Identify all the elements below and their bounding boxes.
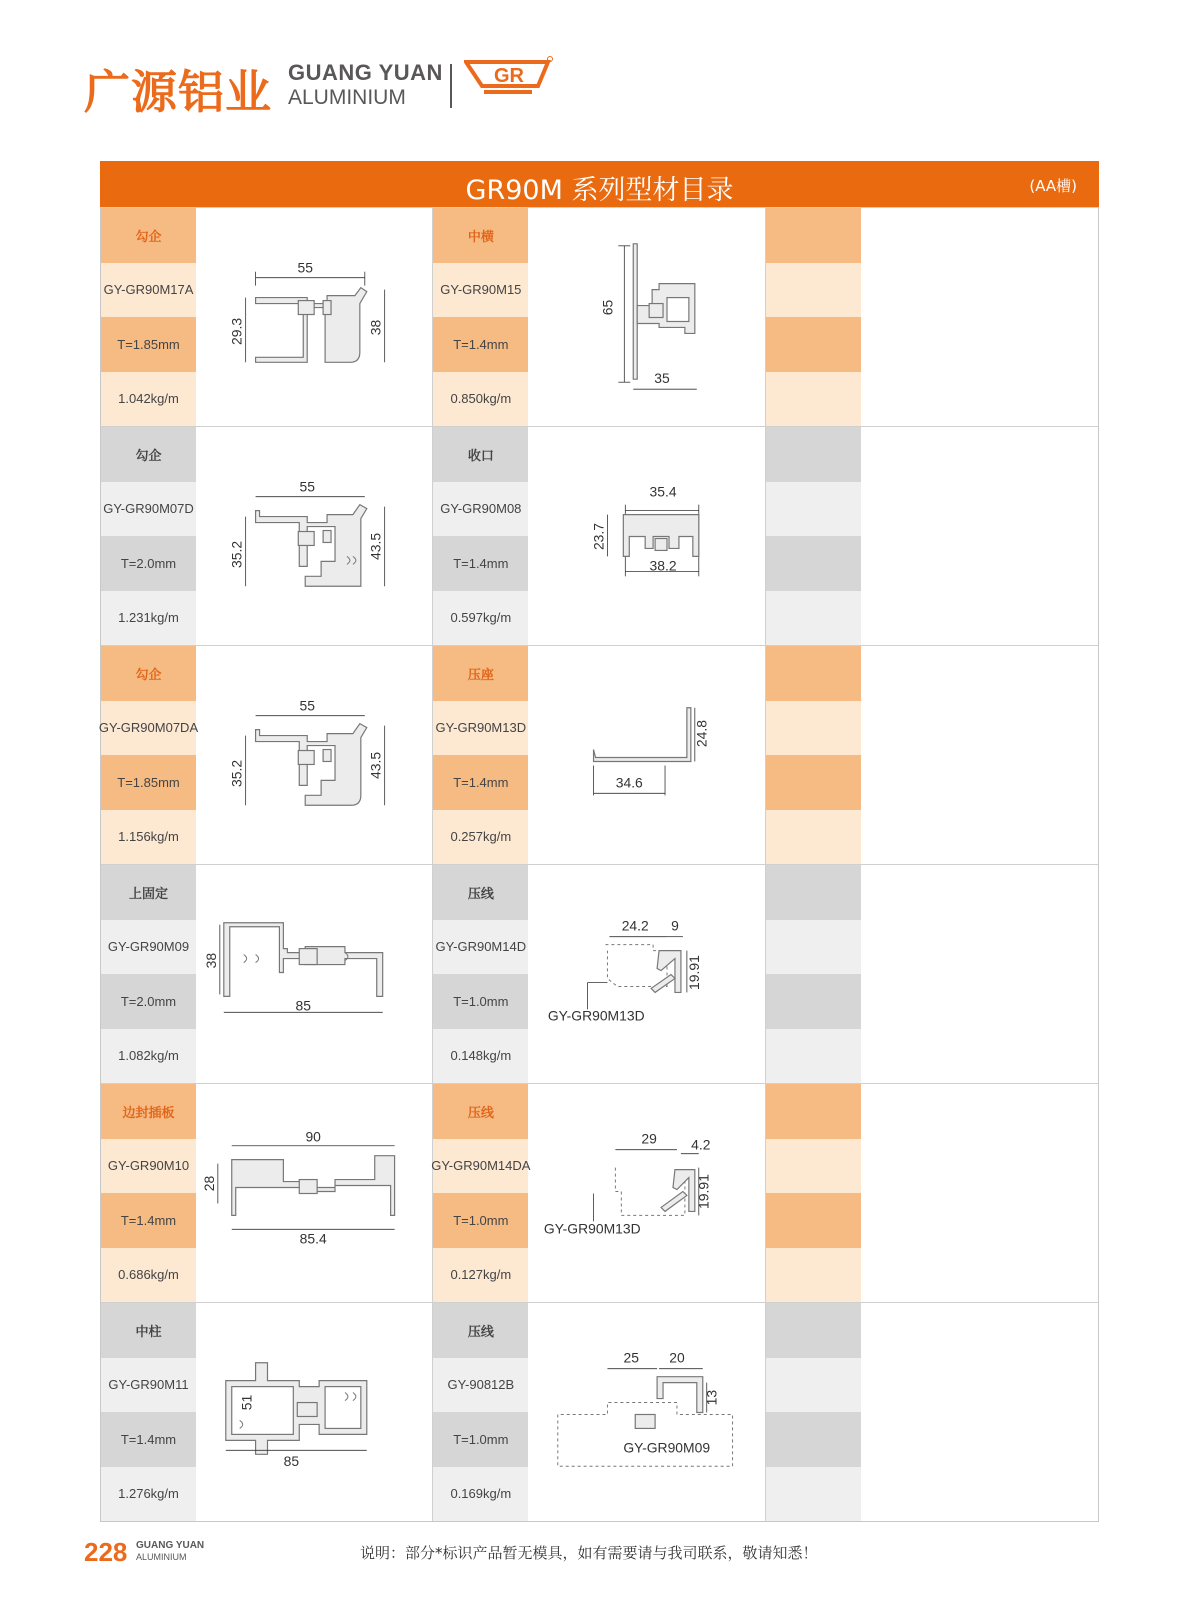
dimension-label: 35 xyxy=(654,370,671,387)
catalog-table xyxy=(100,161,1099,1522)
profile-thickness: T=2.0mm xyxy=(101,974,196,1029)
profile-drawing xyxy=(528,646,764,864)
profile-weight: 0.686kg/m xyxy=(101,1248,196,1303)
svg-text:35.2 xyxy=(229,760,245,787)
empty-drawing xyxy=(861,1303,1098,1521)
svg-text:GY-GR90M13D xyxy=(544,1220,641,1236)
svg-text:38 xyxy=(368,319,384,335)
profile-info xyxy=(433,1303,528,1521)
profile-cell xyxy=(433,1084,765,1302)
empty-drawing xyxy=(861,646,1098,864)
empty-info xyxy=(766,646,861,864)
catalog-grid xyxy=(100,207,1099,1522)
profile-info xyxy=(433,646,528,864)
profile-info xyxy=(431,1084,531,1302)
profile-code: GY-GR90M08 xyxy=(433,482,528,537)
dimension-label: 35.2 xyxy=(228,540,245,568)
empty-drawing xyxy=(861,1084,1098,1302)
svg-text:55 xyxy=(299,698,315,714)
profile-name: 勾企 xyxy=(101,646,196,701)
svg-text:24.8 xyxy=(694,720,710,747)
profile-weight: 0.169kg/m xyxy=(433,1467,528,1522)
svg-text:19.91 xyxy=(686,955,702,990)
profile-name: 中柱 xyxy=(101,1303,196,1358)
profile-name: 边封插板 xyxy=(101,1084,196,1139)
svg-text:43.5 xyxy=(368,752,384,779)
catalog-row xyxy=(101,207,1098,426)
svg-text:13 xyxy=(704,1390,720,1406)
svg-text:85.4 xyxy=(300,1230,327,1246)
profile-thickness: T=1.4mm xyxy=(101,1412,196,1467)
profile-drawing xyxy=(528,208,764,426)
profile-info xyxy=(101,1084,196,1302)
svg-text:65 xyxy=(600,300,616,316)
catalog-title-bar xyxy=(100,161,1099,207)
empty-drawing xyxy=(861,865,1098,1083)
profile-info xyxy=(101,208,196,426)
profile-cell xyxy=(101,865,433,1083)
profile-drawing xyxy=(528,427,764,645)
svg-text:28 xyxy=(201,1176,217,1192)
svg-text:24.2 xyxy=(622,918,649,934)
dimension-label: 20 xyxy=(669,1349,685,1366)
profile-weight: 1.156kg/m xyxy=(101,810,196,865)
catalog-row xyxy=(101,864,1098,1083)
dimension-label: 24.8 xyxy=(694,720,711,748)
catalog-row xyxy=(101,1083,1098,1302)
svg-text:35 xyxy=(655,370,671,386)
profile-cell xyxy=(101,1084,433,1302)
svg-text:29 xyxy=(642,1131,658,1147)
dimension-label: 51 xyxy=(238,1394,255,1411)
profile-name: 上固定 xyxy=(101,865,196,920)
profile-thickness: T=1.85mm xyxy=(101,755,196,810)
reference-code: GY-GR90M09 xyxy=(623,1439,711,1456)
catalog-title: GR90M 系列型材目录 xyxy=(465,175,734,206)
profile-drawing xyxy=(196,1303,432,1521)
profile-code: GY-GR90M13D xyxy=(433,701,528,756)
svg-text:55 xyxy=(299,479,315,495)
svg-text:55 xyxy=(298,260,314,276)
svg-text:34.6 xyxy=(616,774,643,790)
dimension-label: 85 xyxy=(295,997,311,1014)
profile-drawing xyxy=(528,1084,764,1302)
profile-cell xyxy=(433,208,765,426)
profile-weight: 0.850kg/m xyxy=(433,372,528,427)
dimension-label: 85.4 xyxy=(299,1230,327,1247)
profile-weight: 0.148kg/m xyxy=(433,1029,528,1084)
profile-drawing xyxy=(528,1303,764,1521)
profile-thickness: T=1.4mm xyxy=(433,755,528,810)
svg-text:9 xyxy=(671,918,679,934)
profile-code: GY-GR90M17A xyxy=(101,263,196,318)
profile-thickness: T=1.0mm xyxy=(433,1193,528,1248)
empty-drawing xyxy=(861,208,1098,426)
dimension-label: 29 xyxy=(641,1130,658,1147)
empty-cell xyxy=(766,1084,1098,1302)
profile-weight: 0.257kg/m xyxy=(433,810,528,865)
profile-code: GY-GR90M11 xyxy=(101,1358,196,1413)
profile-code: GY-GR90M09 xyxy=(101,920,196,975)
svg-text:25 xyxy=(624,1350,640,1366)
footer-note: 说明：部分*标识产品暂无模具，如有需要请与我司联系，敬请知悉！ xyxy=(360,1544,818,1562)
footer-brand-sub: ALUMINIUM xyxy=(136,1552,187,1562)
dimension-label: 24.2 xyxy=(622,917,650,934)
dimension-label: 55 xyxy=(299,478,315,495)
profile-name: 压座 xyxy=(433,646,528,701)
dimension-label: 65 xyxy=(599,299,616,316)
profile-thickness: T=2.0mm xyxy=(101,536,196,591)
profile-thickness: T=1.4mm xyxy=(433,536,528,591)
profile-info xyxy=(433,865,528,1083)
dimension-label: 29.3 xyxy=(228,317,245,345)
brand-subtitle-en: ALUMINIUM xyxy=(288,86,406,109)
svg-text:38.2 xyxy=(650,557,677,573)
dimension-label: 35.4 xyxy=(649,483,677,500)
profile-weight: 1.276kg/m xyxy=(101,1467,196,1522)
profile-cell xyxy=(433,646,765,864)
profile-name: 压线 xyxy=(433,1084,528,1139)
profile-weight: 0.127kg/m xyxy=(433,1248,528,1303)
empty-info xyxy=(766,1303,861,1521)
profile-drawing xyxy=(196,427,432,645)
profile-drawing xyxy=(196,208,432,426)
dimension-label: 25 xyxy=(623,1349,640,1366)
profile-info xyxy=(98,646,199,864)
profile-weight: 0.597kg/m xyxy=(433,591,528,646)
profile-weight: 1.082kg/m xyxy=(101,1029,196,1084)
dimension-label: 38 xyxy=(367,319,384,336)
profile-code: GY-GR90M14DA xyxy=(433,1139,528,1194)
footer-brand: GUANG YUAN xyxy=(136,1540,205,1551)
profile-drawing xyxy=(196,865,432,1083)
empty-cell xyxy=(766,865,1098,1083)
dimension-label: 13 xyxy=(704,1389,720,1406)
dimension-label: 43.5 xyxy=(367,532,384,561)
brand-divider xyxy=(450,64,452,108)
profile-code: GY-GR90M14D xyxy=(433,920,528,975)
svg-text:GR: GR xyxy=(494,65,524,87)
svg-text:43.5 xyxy=(368,533,384,560)
profile-name: 中横 xyxy=(433,208,528,263)
svg-text:35.2 xyxy=(229,541,245,568)
dimension-label: 9 xyxy=(671,917,680,934)
profile-info xyxy=(101,427,196,645)
gr-logo-icon xyxy=(464,56,554,102)
profile-info xyxy=(433,427,528,645)
reference-code: GY-GR90M13D xyxy=(544,1220,641,1237)
dimension-label: 4.2 xyxy=(691,1136,711,1153)
profile-code: GY-GR90M07D xyxy=(101,482,196,537)
dimension-label: 34.6 xyxy=(616,774,644,791)
profile-thickness: T=1.85mm xyxy=(101,317,196,372)
dimension-label: 23.7 xyxy=(590,522,607,551)
dimension-label: 85 xyxy=(283,1453,300,1470)
svg-text:38 xyxy=(203,953,219,969)
svg-text:23.7 xyxy=(591,523,607,550)
empty-cell xyxy=(766,1303,1098,1521)
profile-cell xyxy=(433,1303,765,1521)
brand-name-cn: 广源铝业 xyxy=(84,65,272,119)
svg-text:4.2 xyxy=(691,1137,711,1153)
catalog-row xyxy=(98,645,1098,864)
empty-info xyxy=(766,865,861,1083)
profile-thickness: T=1.0mm xyxy=(433,1412,528,1467)
svg-text:19.91 xyxy=(696,1174,712,1209)
svg-text:GY-GR90M13D xyxy=(548,1007,645,1023)
empty-info xyxy=(766,427,861,645)
profile-name: 压线 xyxy=(433,865,528,920)
profile-cell xyxy=(101,208,433,426)
profile-name: 压线 xyxy=(433,1303,528,1358)
dimension-label: 38.2 xyxy=(649,557,677,574)
svg-text:GY-GR90M09 xyxy=(624,1439,711,1455)
svg-text:85 xyxy=(284,1453,300,1469)
profile-thickness: T=1.4mm xyxy=(101,1193,196,1248)
dimension-label: 55 xyxy=(297,259,313,276)
reference-code: GY-GR90M13D xyxy=(548,1007,645,1024)
empty-cell xyxy=(766,208,1098,426)
catalog-row xyxy=(101,426,1098,645)
profile-weight: 1.231kg/m xyxy=(101,591,196,646)
empty-cell xyxy=(766,427,1098,645)
profile-info xyxy=(101,1303,196,1521)
svg-text:85 xyxy=(296,997,312,1013)
profile-cell xyxy=(433,427,765,645)
profile-code: GY-GR90M15 xyxy=(433,263,528,318)
empty-info xyxy=(766,208,861,426)
dimension-label: 35.2 xyxy=(228,759,245,787)
empty-info xyxy=(766,1084,861,1302)
profile-thickness: T=1.0mm xyxy=(433,974,528,1029)
profile-name: 勾企 xyxy=(101,427,196,482)
empty-cell xyxy=(766,646,1098,864)
page-number: 228 xyxy=(84,1537,128,1567)
profile-cell xyxy=(98,646,433,864)
profile-info xyxy=(101,865,196,1083)
svg-text:20 xyxy=(670,1350,686,1366)
dimension-label: 19.91 xyxy=(696,1174,713,1209)
profile-code: GY-GR90M10 xyxy=(101,1139,196,1194)
brand-name-en: GUANG YUAN xyxy=(288,60,443,85)
profile-thickness: T=1.4mm xyxy=(433,317,528,372)
dimension-label: 55 xyxy=(299,697,315,714)
dimension-label: 28 xyxy=(200,1175,217,1192)
empty-drawing xyxy=(861,427,1098,645)
profile-cell xyxy=(101,427,433,645)
svg-text:35.4 xyxy=(650,484,677,500)
profile-drawing xyxy=(196,1084,432,1302)
profile-code: GY-90812B xyxy=(433,1358,528,1413)
profile-cell xyxy=(101,1303,433,1521)
profile-info xyxy=(433,208,528,426)
profile-name: 收口 xyxy=(433,427,528,482)
catalog-note: (AA槽) xyxy=(1029,177,1077,195)
dimension-label: 90 xyxy=(305,1128,321,1145)
profile-name: 勾企 xyxy=(101,208,196,263)
profile-weight: 1.042kg/m xyxy=(101,372,196,427)
profile-drawing xyxy=(196,646,432,864)
dimension-label: 19.91 xyxy=(686,955,703,990)
dimension-label: 38 xyxy=(202,952,219,969)
dimension-label: 43.5 xyxy=(367,751,384,780)
profile-cell xyxy=(433,865,765,1083)
profile-code: GY-GR90M07DA xyxy=(101,701,196,756)
svg-text:29.3 xyxy=(229,318,245,345)
profile-drawing xyxy=(528,865,764,1083)
svg-text:90 xyxy=(305,1129,321,1145)
svg-text:51 xyxy=(239,1395,255,1411)
catalog-row xyxy=(101,1302,1098,1521)
